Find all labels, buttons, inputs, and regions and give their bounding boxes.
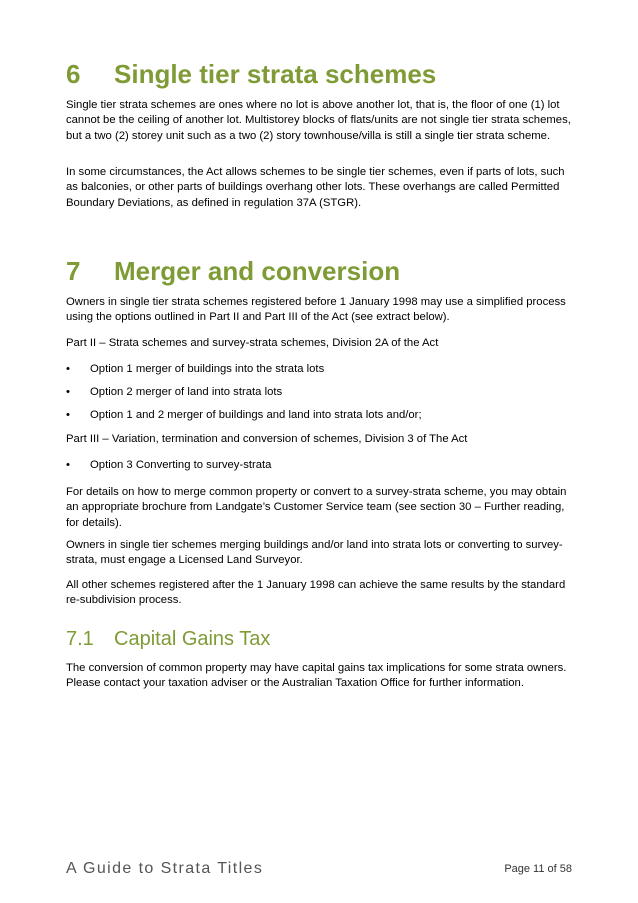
bullet-icon: •	[66, 363, 70, 375]
footer-page-number: Page 11 of 58	[504, 863, 572, 875]
section-7-heading	[66, 256, 400, 286]
paragraph: The conversion of common property may have capital gains tax implications for some strata owners. Please contact your taxation adviser or the Australian Taxation Office for further information.	[66, 662, 567, 690]
part-heading: Part III – Variation, termination and conversion of schemes, Division 3 of The Act	[66, 433, 468, 445]
section-number: 7	[66, 256, 81, 286]
paragraph: Owners in single tier strata schemes registered before 1 January 1998 may use a simplified process using the options outlined in Part II and Part III of the Act (see extract below).	[66, 296, 566, 324]
list-item-text: Option 1 merger of buildings into the strata lots	[90, 363, 325, 375]
bullet-icon: •	[66, 409, 70, 421]
paragraph: Owners in single tier schemes merging buildings and/or land into strata lots or converting to survey-strata, must engage a Licensed Land Surveyor.	[66, 539, 563, 567]
section-number: 7.1	[66, 628, 94, 650]
section-title: Single tier strata schemes	[114, 59, 437, 89]
bullet-icon: •	[66, 386, 70, 398]
list-item-text: Option 3 Converting to survey-strata	[90, 459, 272, 471]
bullet-icon: •	[66, 459, 70, 471]
paragraph: All other schemes registered after the 1 January 1998 can achieve the same results by the standard re-subdivision process.	[66, 579, 566, 607]
paragraph: In some circumstances, the Act allows schemes to be single tier schemes, even if parts of lots, such as balconies, or other parts of buildings overhang other lots. These overhangs are called Permitted Boundary Deviations, as defined in regulation 37A (STGR).	[66, 166, 565, 209]
paragraph: For details on how to merge common property or convert to a survey-strata scheme, you may obtain an appropriate brochure from Landgate’s Customer Service team (see section 30 – Further reading, for details).	[66, 486, 567, 529]
section-6-heading	[66, 59, 436, 89]
section-number: 6	[66, 59, 81, 89]
section-title: Capital Gains Tax	[114, 628, 271, 650]
list-item-text: Option 1 and 2 merger of buildings and land into strata lots and/or;	[90, 409, 422, 421]
paragraph: Single tier strata schemes are ones where no lot is above another lot, that is, the floor of one (1) lot cannot be the ceiling of another lot. Multistorey blocks of flats/units are not single tier strata schemes, but a two (2) storey unit such as a two (2) story townhouse/villa is still a single tier strata scheme.	[66, 99, 571, 142]
section-title: Merger and conversion	[114, 256, 401, 286]
part-heading: Part II – Strata schemes and survey-strata schemes, Division 2A of the Act	[66, 337, 439, 349]
footer-document-title: A Guide to Strata Titles	[66, 860, 264, 877]
subsection-7-1-heading	[66, 627, 270, 651]
list-item-text: Option 2 merger of land into strata lots	[90, 386, 283, 398]
